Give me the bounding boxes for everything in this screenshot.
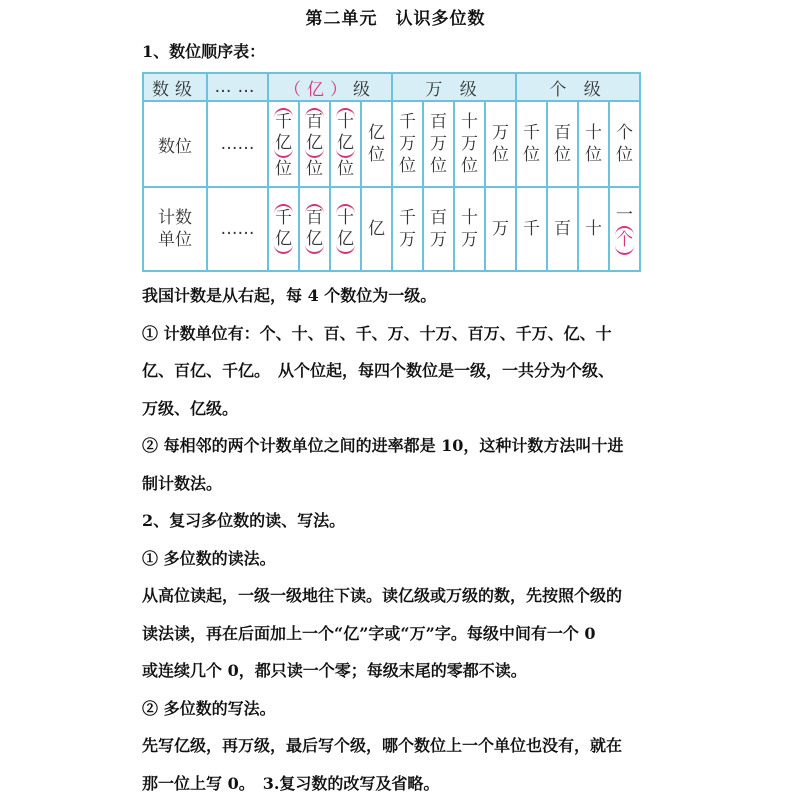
table-cell: 千 位 [516,101,547,187]
table-cell: 亿 [361,187,392,271]
digit-position-row [143,101,640,187]
paragraph-line: 那一位上写 0。 3.复习数的改写及省略。 [142,765,642,802]
header-ge-level: 个 级 [516,73,640,101]
paragraph-line: 先写亿级，再万级，最后写个级，哪个数位上一个单位也没有，就在 [142,727,642,765]
table-cell: 百 位 [547,101,578,187]
table-cell: 万 位 [485,101,516,187]
table-cell: 一 个 [609,187,640,271]
table-cell: 个 位 [609,101,640,187]
table-cell: 千 万 [392,187,423,271]
header-yi-level: （亿）级 [268,73,392,101]
paragraph-line: 2、复习多位数的读、写法。 [142,502,642,540]
paragraph-line: ① 计数单位有：个、十、百、千、万、十万、百万、千万、亿、十 [142,315,642,353]
paragraph-line: 从高位读起，一级一级地往下读。读亿级或万级的数，先按照个级的 [142,577,642,615]
paragraph-line: 制计数法。 [142,465,642,503]
table-cell: 亿 位 [361,101,392,187]
fill-in-answer: 千 亿 [274,108,293,158]
table-cell: 百 万 [423,187,454,271]
table-cell: 十 位 [578,101,609,187]
yi-level-fill: 亿 [307,80,330,100]
digit-row-ellipsis: …… [207,101,268,187]
fill-in-answer: 百 亿 [305,204,324,254]
section-heading-1: 1、数位顺序表： [142,39,265,62]
paragraph-line: ② 多位数的写法。 [142,690,642,728]
table-header-row [143,73,640,101]
table-cell: 十 万 [454,187,485,271]
table-cell: 百 亿 位 [299,101,330,187]
table-cell: 十 [578,187,609,271]
table-cell: 十 亿 位 [330,101,361,187]
fill-in-answer: 十 亿 [336,108,355,158]
table-cell [330,187,361,271]
paragraph-line: ① 多位数的读法。 [142,540,642,578]
fill-in-answer: 千 亿 [274,204,293,254]
paragraph-line: 我国计数是从右起，每 4 个数位为一级。 [142,277,642,315]
fill-in-answer: 个 [615,226,634,255]
paragraph-line: 万级、亿级。 [142,390,642,428]
paragraph-line: 读法读，再在后面加上一个“亿”字或“万”字。每级中间有一个 0 [142,615,642,653]
body-text [142,277,642,802]
paragraph-line: 或连续几个 0，都只读一个零；每级末尾的零都不读。 [142,652,642,690]
header-level-label: 数级 [143,73,207,101]
count-unit-row [143,187,640,271]
table-cell: 百 [547,187,578,271]
paragraph-line: 亿、百亿、千亿。 从个位起，每四个数位是一级，一共分为个级、 [142,352,642,390]
fill-in-answer: 百 亿 [305,108,324,158]
table-cell: 千 亿 位 [268,101,299,187]
table-cell: 万 [485,187,516,271]
page-title: 第二单元 认识多位数 [0,4,791,29]
table-cell: 十 万 位 [454,101,485,187]
digit-row-label: 数位 [143,101,207,187]
table-cell: 千 万 位 [392,101,423,187]
fill-in-answer: 十 亿 [336,204,355,254]
unit-row-ellipsis: …… [207,187,268,271]
unit-row-label: 计数 单位 [143,187,207,271]
place-value-table [142,72,641,272]
paragraph-line: ② 每相邻的两个计数单位之间的进率都是 10，这种计数方法叫十进 [142,427,642,465]
table-cell [299,187,330,271]
table-cell [268,187,299,271]
table-cell: 百 万 位 [423,101,454,187]
table-cell: 千 [516,187,547,271]
header-wan-level: 万 级 [392,73,516,101]
header-ellipsis: …… [207,73,268,101]
